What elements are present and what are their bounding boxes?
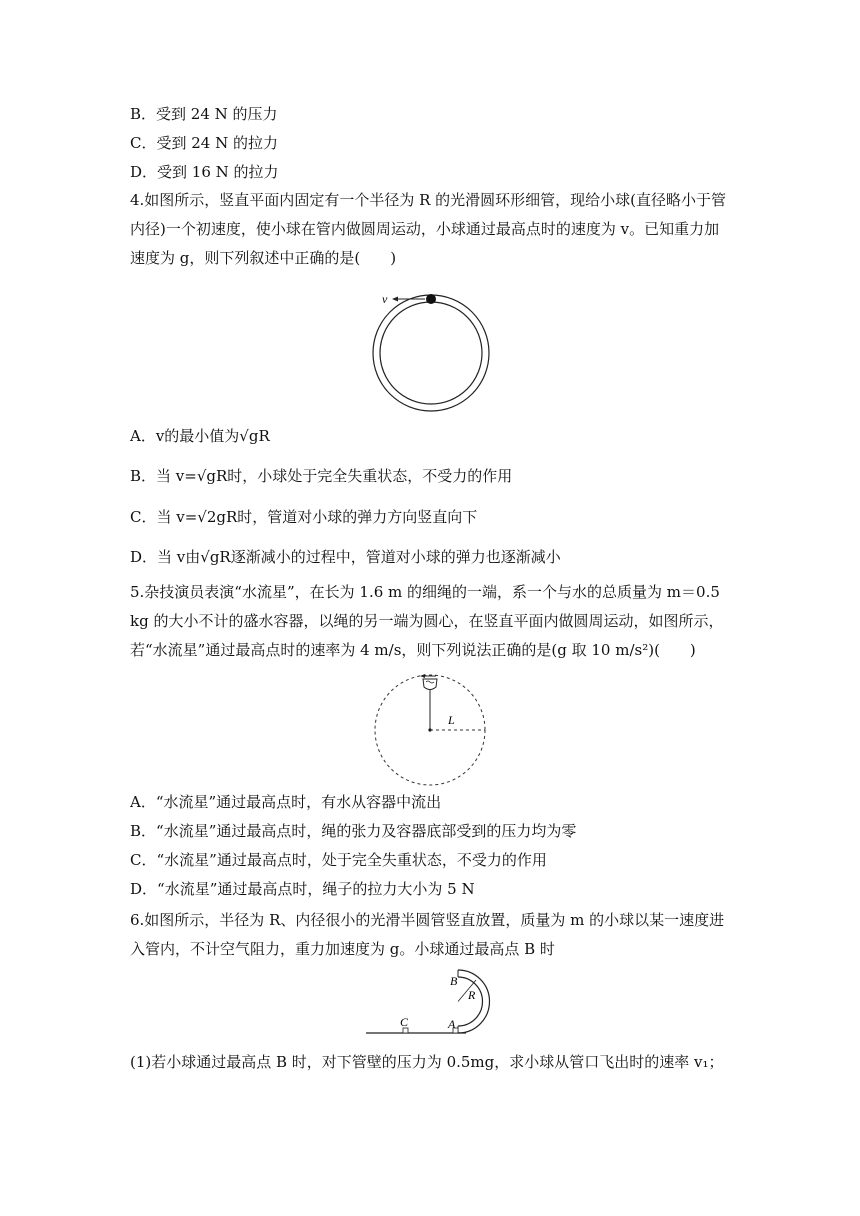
q6-semicircle-tube-figure	[366, 962, 506, 1040]
q4-option-a: A．v的最小值为√gR	[130, 427, 270, 445]
q4-ring-figure	[370, 292, 495, 412]
q3-option-b: B．受到 24 N 的压力	[130, 105, 278, 123]
q4-option-c: C．当 v=√2gR时，管道对小球的弹力方向竖直向下	[130, 508, 478, 526]
arrow-head	[392, 297, 398, 302]
q5-option-a: A．“水流星”通过最高点时，有水从容器中流出	[130, 793, 442, 811]
label-C: C	[400, 1015, 409, 1029]
q3-option-c: C．受到 24 N 的拉力	[130, 134, 278, 152]
label-A: A	[448, 1017, 456, 1031]
arrow-head	[420, 674, 425, 678]
ball	[426, 294, 436, 304]
label-v: v	[382, 292, 388, 306]
q5-option-d: D．“水流星”通过最高点时，绳子的拉力大小为 5 N	[130, 880, 475, 898]
q3-option-d: D．受到 16 N 的拉力	[130, 163, 279, 181]
q6-stem: 6.如图所示，半径为 R、内径很小的光滑半圆管竖直放置，质量为 m 的小球以某一速度进入管内，不计空气阻力，重力加速度为 g。小球通过最高点 B 时	[130, 911, 725, 958]
q5-option-c: C．“水流星”通过最高点时，处于完全失重状态，不受力的作用	[130, 851, 547, 869]
q4-option-d: D．当 v由√gR逐渐减小的过程中，管道对小球的弹力也逐渐减小	[130, 548, 561, 566]
label-R: R	[468, 988, 476, 1002]
q6-sub1: (1)若小球通过最高点 B 时，对下管壁的压力为 0.5mg，求小球从管口飞出时的速率 v₁；	[130, 1053, 724, 1071]
q5-option-b: B．“水流星”通过最高点时，绳的张力及容器底部受到的压力均为零	[130, 822, 577, 840]
outer-ring	[373, 295, 489, 411]
inner-ring	[380, 302, 482, 404]
label-L: L	[448, 713, 455, 727]
q5-water-star-figure	[370, 672, 492, 787]
q4-stem: 4.如图所示，竖直平面内固定有一个半径为 R 的光滑圆环形细管，现给小球(直径略小于管内径)一个初速度，使小球在管内做圆周运动，小球通过最高点时的速度为 v。已知重力加速度为 g，则下列叙述中正确的是( )	[130, 191, 726, 267]
label-B: B	[450, 974, 458, 988]
q4-option-b: B．当 v=√gR时，小球处于完全失重状态，不受力的作用	[130, 467, 513, 485]
q5-stem: 5.杂技演员表演“水流星”，在长为 1.6 m 的细绳的一端，系一个与水的总质量为 m＝0.5 kg 的大小不计的盛水容器，以绳的另一端为圆心，在竖直平面内做圆周运动，如图所示，若“水流星”通过最高点时的速率为 4 m/s，则下列说法正确的是(g 取 10 m/s²)( )	[130, 583, 724, 659]
container	[423, 679, 437, 690]
